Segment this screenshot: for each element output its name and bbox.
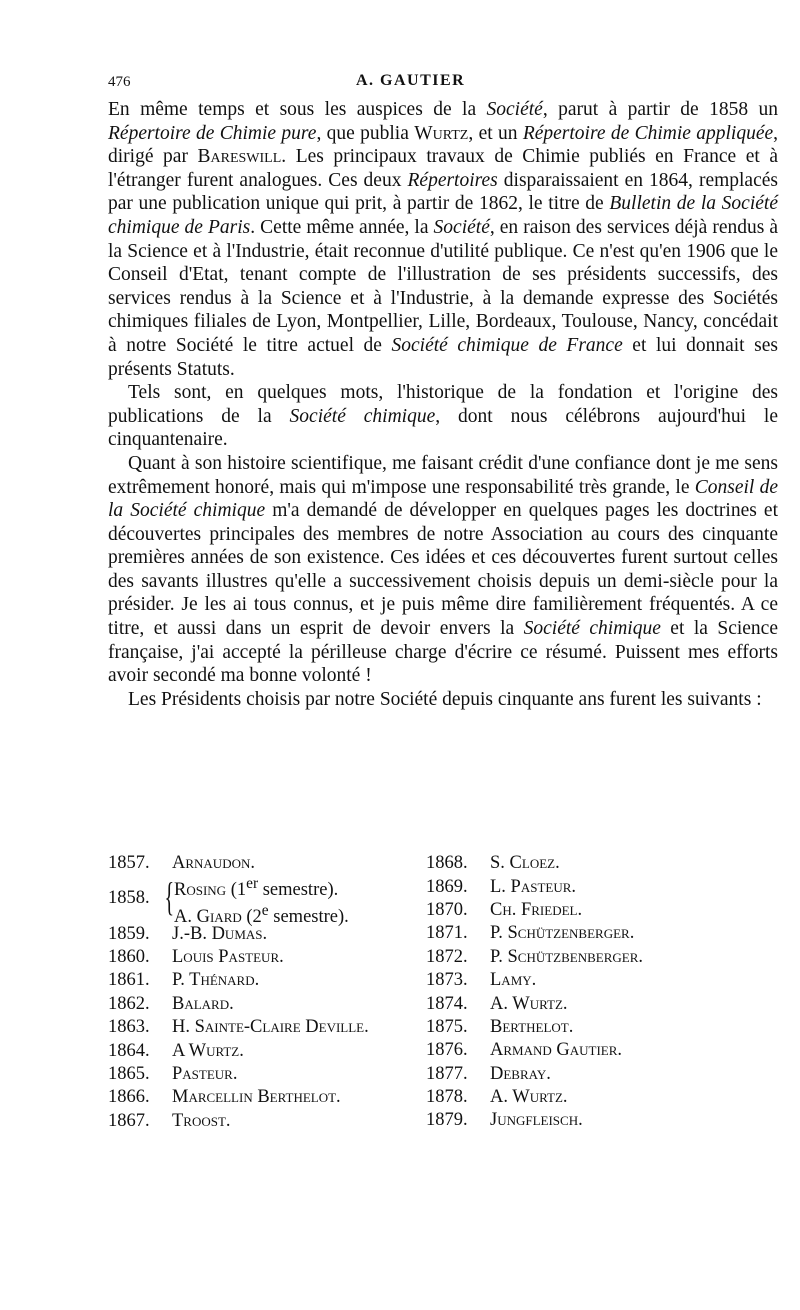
president-year: 1877. [426, 1063, 468, 1084]
presidents-list [108, 852, 778, 1152]
president-name: Ch. Friedel. [490, 899, 583, 920]
superscript: e [261, 901, 269, 919]
president-year: 1869. [426, 876, 468, 897]
president-year: 1868. [426, 853, 468, 874]
text-run: , en raison des services déjà rendus à la Science et à l'Industrie, était reconnue d'utilité publique. Ce n'est qu'en 1906 que le Conseil d'Etat, tenant compte de l'illustration de ses présidents successifs, des services rendus à la Science et à l'Industrie, à la demande expresse des Sociétés chimiques filiales de Lyon, Montpellier, Lille, Bordeaux, Toulouse, Nancy, concédait à notre Société le titre actuel de [108, 216, 779, 356]
presidents-column-left [108, 852, 438, 1133]
text-run: , et un [468, 122, 523, 144]
president-name: Jungfleisch. [490, 1110, 583, 1131]
president-row [108, 993, 438, 1016]
text-run: En même temps et sous les auspices de la [108, 99, 487, 120]
text-run: Tels sont, en quelques mots, l'historique de la fondation et l'origine des publications de la [108, 382, 778, 427]
president-name: L. Pasteur. [490, 876, 577, 897]
italic-title: Société [433, 216, 490, 238]
president-row [426, 1063, 778, 1086]
president-name: A. Wurtz. [490, 993, 568, 1014]
president-name: Arnaudon. [172, 853, 255, 874]
text-run: . Les principaux travaux de Chimie publiés en France et à l'étranger furent analogues. Ces deux [108, 146, 778, 191]
president-row [108, 1016, 438, 1039]
president-row [108, 1063, 438, 1086]
president-row [426, 992, 778, 1015]
president-row [426, 1039, 778, 1062]
president-year: 1873. [426, 970, 468, 991]
president-name: Marcellin Berthelot. [172, 1087, 341, 1108]
page-number: 476 [108, 74, 131, 90]
president-name: Lamy. [490, 970, 537, 991]
page-header [108, 72, 778, 100]
president-name: J.-B. Dumas. [172, 923, 268, 944]
paragraph [108, 688, 778, 712]
president-year: 1862. [108, 993, 150, 1014]
text-run: , dont nous célébrons aujourd'hui le cinquantenaire. [108, 405, 778, 451]
italic-title: Société chimique [523, 618, 661, 640]
president-name: A. Wurtz. [490, 1087, 568, 1108]
italic-title: Bulletin de la Société chimique de Paris [108, 193, 778, 238]
president-name: Balard. [172, 993, 234, 1014]
president-row [426, 899, 778, 922]
president-row [108, 874, 438, 927]
author-name: Wurtz [414, 122, 469, 144]
president-year: 1866. [108, 1087, 150, 1108]
president-year: 1867. [108, 1110, 150, 1131]
president-row [426, 946, 778, 969]
president-row [426, 969, 778, 992]
president-name: Armand Gautier. [490, 1040, 623, 1061]
running-head: A. GAUTIER [356, 72, 466, 89]
president-name: Berthelot. [490, 1016, 574, 1037]
president-row [426, 1016, 778, 1039]
paragraph [108, 452, 778, 688]
semester-note: semestre). [268, 906, 349, 927]
president-row [426, 922, 778, 945]
president-row [426, 875, 778, 898]
president-name: Debray. [490, 1063, 551, 1084]
president-name: Pasteur. [172, 1063, 238, 1084]
president-year: 1870. [426, 899, 468, 920]
president-year: 1872. [426, 946, 468, 967]
president-row [426, 852, 778, 875]
president-year: 1858. [108, 888, 150, 909]
president-row [426, 1086, 778, 1109]
text-run: , que publia [316, 122, 415, 144]
president-year: 1864. [108, 1040, 150, 1061]
president-year: 1875. [426, 1016, 468, 1037]
text-run: Quant à son histoire scientifique, me faisant crédit d'une confiance dont je me sens extrêmement honoré, mais qui m'impose une responsabilité très grande, le [108, 452, 778, 498]
text-run: , dirigé par [108, 122, 779, 168]
president-name: A. Giard [174, 906, 242, 927]
president-year: 1859. [108, 923, 150, 944]
president-subentries [174, 875, 349, 927]
president-year: 1871. [426, 923, 468, 944]
president-row [108, 852, 438, 875]
presidents-column-right [426, 852, 778, 1133]
president-subentry [174, 875, 349, 901]
president-year: 1879. [426, 1110, 468, 1131]
president-year: 1860. [108, 946, 150, 967]
semester-note: semestre). [258, 880, 339, 901]
president-year: 1857. [108, 853, 150, 874]
president-name: A Wurtz. [172, 1040, 244, 1061]
semester-note: (1 [230, 880, 247, 901]
paragraph [108, 98, 778, 381]
superscript: er [246, 875, 259, 893]
brace-glyph: { [164, 874, 175, 920]
president-row [108, 946, 438, 969]
text-run: , parut à partir de 1858 un [542, 99, 779, 120]
president-year: 1865. [108, 1063, 150, 1084]
president-name: P. Schützenberger. [490, 923, 635, 944]
italic-title: Répertoires [407, 169, 498, 191]
author-name: Bareswill [197, 146, 282, 168]
italic-title: Société [486, 99, 543, 120]
president-row [426, 1109, 778, 1132]
president-name: P. Schützbenberger. [490, 946, 644, 967]
body-text [108, 98, 778, 711]
text-run: Les Présidents choisis par notre Société depuis cinquante ans furent les suivants : [128, 688, 762, 710]
president-row [108, 1086, 438, 1109]
president-row [108, 1039, 438, 1062]
president-row [108, 969, 438, 992]
president-year: 1876. [426, 1040, 468, 1061]
semester-note: (2 [246, 906, 262, 927]
italic-title: Répertoire de Chimie appliquée [522, 122, 774, 144]
text-run: disparaissaient en 1864, remplacés par une publication unique qui prit, à partir de 1862, le titre de [108, 169, 778, 215]
italic-title: Conseil de la Société chimique [108, 476, 778, 522]
president-row [108, 1110, 438, 1133]
president-name: Troost. [172, 1110, 231, 1131]
president-name: Louis Pasteur. [172, 946, 284, 967]
president-year: 1861. [108, 970, 150, 991]
italic-title: Société chimique [289, 405, 436, 427]
text-run: et lui donnait ses présents Statuts. [108, 334, 778, 380]
president-year: 1874. [426, 993, 468, 1014]
president-name: Rosing [174, 880, 227, 901]
president-name: H. Sainte-Claire Deville. [172, 1017, 369, 1038]
paragraph [108, 381, 778, 452]
text-run: et la Science française, j'ai accepté la périlleuse charge d'écrire ce résumé. Puissent mes efforts avoir secondé ma bonne volonté ! [108, 618, 778, 687]
president-year: 1863. [108, 1017, 150, 1038]
president-name: S. Cloez. [490, 853, 560, 874]
president-year: 1878. [426, 1087, 468, 1108]
text-run: m'a demandé de développer en quelques pages les doctrines et découvertes principales des membres de notre Association au cours des cinquante premières années de son existence. Ces idées et ces découvertes furent surtout celles des savants illustres qu'elle a successivement choisis depuis un demi-siècle pour la présider. Je les ai tous connus, et je puis même dire familièrement fréquentés. A ce titre, et aussi dans un esprit de devoir envers la [108, 500, 778, 640]
president-name: P. Thénard. [172, 970, 260, 991]
text-run: . Cette même année, la [250, 216, 434, 238]
italic-title: Société chimique de France [391, 334, 623, 356]
italic-title: Répertoire de Chimie pure [108, 122, 317, 144]
